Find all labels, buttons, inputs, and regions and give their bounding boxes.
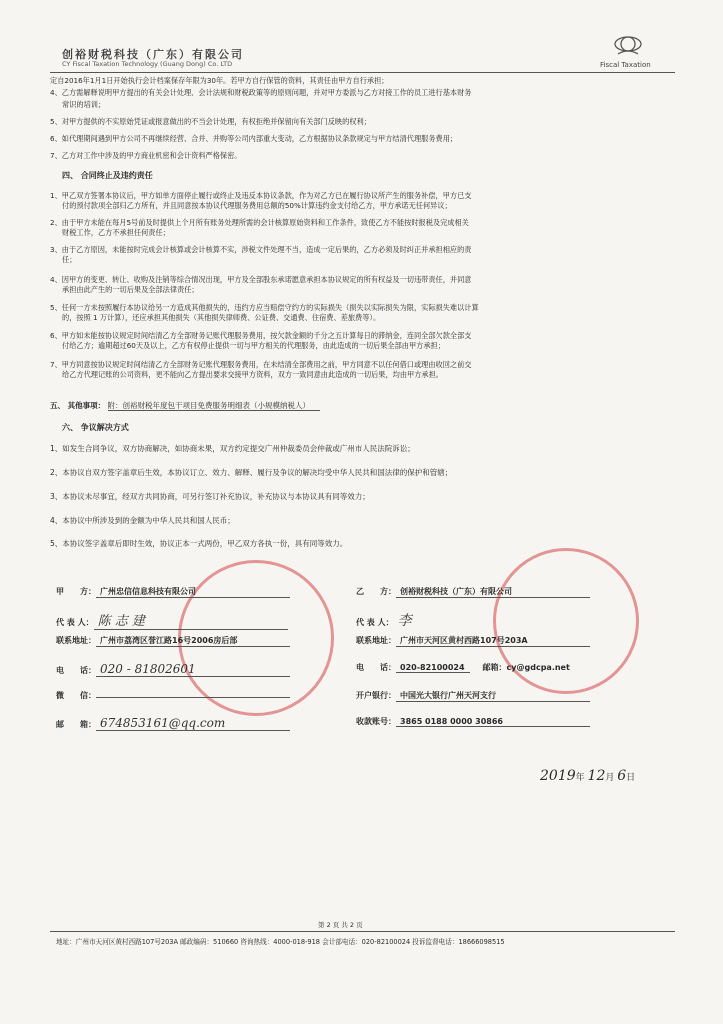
section-6-item: 4、本协议中所涉及到的金额为中华人民共和国人民币； [50,516,235,525]
section-6-item: 1、如发生合同争议，双方协商解决，如协商未果，双方约定提交广州仲裁委员会仲裁或广州市人民法院诉讼； [50,444,415,453]
party-b-bank: 中国光大银行广州天河支行 [396,690,590,702]
party-b-bank-label: 开户银行： [356,691,396,700]
section-4-item: 2、由于甲方未能在每月5号前及时提供上个月所有账务处理所需的会计核算原始资料和工作条件，致使乙方不能按时报税及完成相关 财税工作，乙方不承担任何责任； [50,218,469,237]
party-b-addr-row [356,635,590,647]
party-b-rep-label: 代 表 人： [356,618,394,627]
date-month-unit: 月 [605,773,615,783]
company-name-en: CY Fiscal Taxation Technology (Guang Dong) Co. LTD [62,60,233,68]
party-a-rep-signature: 陈 志 建 [94,610,288,630]
party-b-acct-label: 收款账号： [356,717,396,726]
clause-line: 5、对甲方提供的不实原始凭证或报意做出的不当会计处理，有权拒绝并保留向有关部门反映的权利； [50,117,371,126]
date-year: 2019 [540,768,576,784]
party-b-name: 创裕财税科技（广东）有限公司 [396,586,590,598]
section-5-title: 五、 其他事项： [50,401,106,410]
party-b-label: 乙 方： [356,587,396,596]
section-4-item: 3、由于乙方原因，未能按时完成会计核算或会计核算不实，涉税文件处理不当，造成一定后果的，乙方必须及时纠正并承担相应的责 任； [50,245,472,264]
party-a-wechat [96,697,290,698]
party-b-acct-row [356,716,590,727]
party-b-rep-row [356,610,478,630]
party-a-rep-label: 代 表 人： [56,618,94,627]
party-a-rep-row [56,610,288,630]
party-a-wechat-row [56,690,290,701]
party-b-tel: 020-82100024 [396,663,470,673]
party-a-label: 甲 方： [56,587,96,596]
party-a-name-row [56,586,290,598]
page-number: 第 2 页 共 2 页 [318,921,363,929]
clause-line: 6、如代理期间遇到甲方公司不再继续经营、合并、并购等公司内部重大变动，乙方根据协议条款规定与甲方结清代理服务费用； [50,134,458,143]
party-b-name-row [356,586,590,598]
date-month: 12 [587,768,606,784]
party-a-addr-row [56,635,290,647]
header-divider [50,72,675,73]
footer-contact: 地址：广州市天河区黄村西路107号203A 邮政编码：510660 咨询热线：4000-018-918 会计部电话：020-82100024 投诉监督电话：18666098515 [56,938,505,946]
party-b-tel-label: 电 话： [356,663,396,672]
section-4-item: 4、因甲方的变更、转让、收购及注销等综合情况出现，甲方及全部股东承诺愿意承担本协议规定的所有权益及一切违带责任，并同意 承担由此产生的一切后果及全部法律责任； [50,275,472,294]
party-a-addr-label: 联系地址： [56,636,96,645]
party-b-email-label: 邮箱： [482,663,507,672]
party-b-acct: 3865 0188 0000 30866 [396,717,590,727]
party-a-tel: 020 - 81802601 [96,662,290,677]
section-6-item: 2、本协议自双方签字盖章后生效，本协议订立、效力、解释、履行及争议的解决均受中华人民共和国法律的保护和管辖； [50,468,453,477]
party-b-rep-signature: 李 [397,613,412,629]
section-4-title: 四、 合同终止及违约责任 [62,171,153,180]
clause-line: 定自2016年1月1日开始执行会计档案保存年限为30年。若甲方自行保管的资料，其责任由甲方自行承担； [50,76,389,85]
signing-date [540,768,635,784]
party-a-name: 广州忠信信息科技有限公司 [96,586,290,598]
date-day-unit: 日 [626,773,636,783]
section-4-item: 5、任何一方未按照履行本协议给另一方造成其他损失的，违约方应当赔偿守约方的实际损失（损失以实际损失为限，实际损失难以计算 的，按照 1 万计算），还应承担其他损失（其他损失律师费、公证费、交通费、住宿费、差旅费等）。 [50,303,479,322]
company-name-cn: 创裕财税科技（广东）有限公司 [62,48,244,61]
party-a-tel-label: 电 话： [56,666,96,675]
section-5-note: 附：创裕财税年度包干项目免费服务明细表（小规模纳税人） [108,401,321,411]
party-a-email-row [56,716,290,731]
party-b-email: cy@gdcpa.net [506,663,570,672]
section-4-item: 7、甲方同意按协议规定时间结清乙方全部财务记账代理服务费用，在未结清全部费用之前，甲方同意不以任何借口或理由收回之前交 给乙方代理记账的公司资料，更不能向乙方提出要求交接甲方资料，双方一致同意由此造成的一切后果，均由甲方承担。 [50,360,472,379]
section-4-item: 6、甲方如未能按协议规定时间结清乙方全部财务记账代理服务费用，按欠款金额的千分之五计算每日的滞纳金，连同全部欠款全部支 付给乙方；逾期超过60天及以上，乙方有权停止提供一切与甲方相关的代理服务，由此造成的一切后果全部由甲方承担； [50,331,472,350]
party-a-wechat-label: 微 信： [56,691,96,700]
clause-line: 常识的培训； [62,100,106,109]
section-6-item: 3、本协议未尽事宜，经双方共同协商，可另行签订补充协议，补充协议与本协议具有同等效力； [50,492,370,501]
party-a-addr: 广州市荔湾区誉江路16号2006房后部 [96,635,290,647]
party-a-email: 674853161@qq.com [96,716,290,731]
party-a-tel-row [56,662,290,677]
clause-line: 7、乙方对工作中涉及的甲方商业机密和会计资料严格保密。 [50,151,242,160]
section-6-title: 六、 争议解决方式 [62,423,129,432]
footer-divider [50,931,675,932]
company-logo-icon [612,34,644,58]
section-6-item: 5、本协议签字盖章后即时生效，协议正本一式两份，甲乙双方各执一份，具有同等效力。 [50,539,348,548]
party-b-tel-row [356,662,570,673]
party-b-bank-row [356,690,590,702]
section-4-item: 1、甲乙双方签署本协议后，甲方如单方面停止履行或终止及违反本协议条款，作为对乙方已在履行协议所产生的服务补偿，甲方已支 付的预付款项全部归乙方所有，并且同意按本协议代理服务费用总额的50%计算违约金支付给乙方，甲方承诺无任何异议； [50,191,472,210]
date-day: 6 [617,768,627,784]
clause-line: 4、乙方需解释说明甲方提出的有关会计处理、会计法规和财税政策等的原则问题，并对甲方委派与乙方对接工作的员工进行基本财务 [50,88,472,97]
party-b-addr-label: 联系地址： [356,636,396,645]
party-a-email-label: 邮 箱： [56,720,96,729]
date-year-unit: 年 [575,773,585,783]
logo-caption: Fiscal Taxation [600,61,651,69]
party-b-addr: 广州市天河区黄村西路107号203A [396,635,590,647]
section-5 [50,400,320,411]
